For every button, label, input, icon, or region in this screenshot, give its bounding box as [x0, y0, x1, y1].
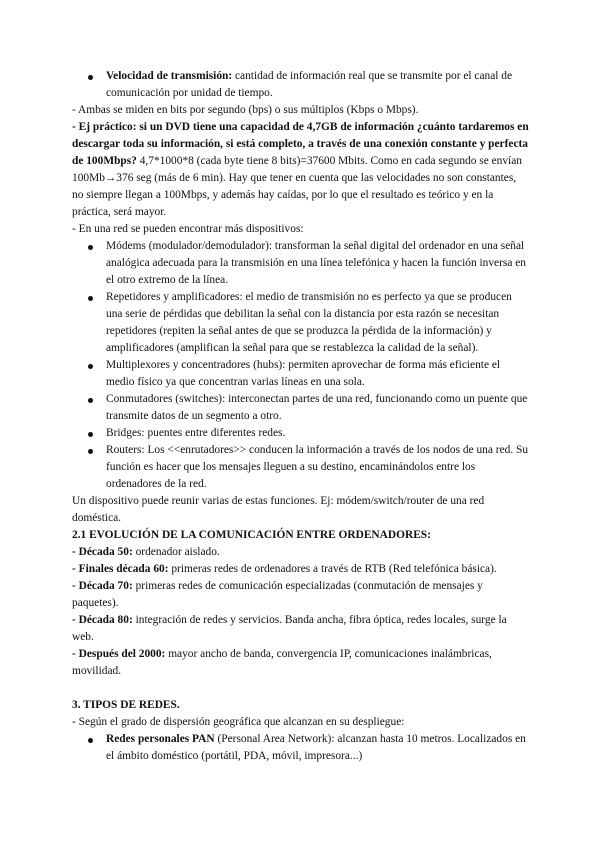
bullet-icon	[88, 245, 93, 250]
list-item	[72, 289, 530, 357]
device-text: Multiplexores y concentradores (hubs): permiten aprovechar de forma más eficiente el medio físico ya que concentran varias líneas en una sola.	[106, 359, 501, 388]
bullet-icon	[88, 449, 93, 454]
device-text: Módems (modulador/demodulador): transforman la señal digital del ordenador en una señal analógica adecuada para la transmisión en una línea telefónica y hacen la función inversa en el otro extremo de la línea.	[106, 240, 526, 286]
device-text: Bridges: puentes entre diferentes redes.	[106, 427, 286, 439]
term: Velocidad de transmisión:	[106, 70, 233, 82]
section-heading-3: 3. TIPOS DE REDES.	[72, 699, 180, 711]
paragraph-scope: - Según el grado de dispersión geográfica que alcanzan en su despliegue:	[72, 716, 405, 728]
network-types-list	[72, 731, 530, 765]
bullet-icon	[88, 364, 93, 369]
timeline-text: ordenador aislado.	[132, 546, 220, 558]
timeline-period: - Después del 2000:	[72, 648, 166, 660]
paragraph-devices: - En una red se pueden encontrar más dispositivos:	[72, 223, 304, 235]
device-text: Repetidores y amplificadores: el medio de transmisión no es perfecto ya que se producen una serie de pérdidas que debilitan la señal con la distancia por esta razón se necesitan repetidores (repiten la señal antes de que se produzca la pérdida de la información) y amplificadores (amplifican la señal para que se restablezca la calidad de la señal).	[106, 291, 512, 354]
devices-list	[72, 238, 530, 493]
list-item	[72, 442, 530, 493]
timeline-period: - Finales década 60:	[72, 563, 169, 575]
list-item	[72, 68, 530, 102]
practice-answer: 4,7*1000*8 (cada byte tiene 8 bits)=37600 Mbits. Como en cada segundo se envían 100Mb→376 seg (más de 6 min). Hay que tener en cuenta que las velocidades no son constantes, no siempre llegan a 100Mbps, y además hay caídas, por lo que el resultado es teórico y en la práctica, será mayor.	[72, 155, 522, 218]
document-page	[72, 68, 530, 765]
bullet-icon	[88, 296, 93, 301]
list-item	[72, 238, 530, 289]
paragraph-units: - Ambas se miden en bits por segundo (bps) o sus múltiplos (Kbps o Mbps).	[72, 104, 419, 116]
list-item	[72, 391, 530, 425]
timeline-item	[72, 578, 530, 612]
device-text: Routers: Los <<enrutadores>> conducen la información a través de los nodos de una red. Su función es hacer que los mensajes lleguen a su destino, encaminándolos entre los ordenadores de la red.	[106, 444, 529, 490]
list-item	[72, 731, 530, 765]
bullet-icon	[88, 75, 93, 80]
timeline-text: mayor ancho de banda, convergencia IP, comunicaciones inalámbricas, movilidad.	[72, 648, 492, 677]
timeline-period: - Década 70:	[72, 580, 133, 592]
list-item	[72, 357, 530, 391]
timeline-period: - Década 50:	[72, 546, 133, 558]
list-item	[72, 425, 530, 442]
definition: cantidad de información real que se transmite por el canal de comunicación por unidad de tiempo.	[106, 70, 513, 99]
transmission-list	[72, 68, 530, 102]
bullet-icon	[88, 432, 93, 437]
practice-question: - Ej práctico: si un DVD tiene una capacidad de 4,7GB de información ¿cuánto tardaremos en descargar toda su información, si está completo, a través de una conexión constante y perfecta de 100Mbps?	[72, 121, 529, 167]
bullet-icon	[88, 398, 93, 403]
timeline-item	[72, 561, 530, 578]
definition: (Personal Area Network): alcanzan hasta 10 metros. Localizados en el ámbito doméstico (portátil, PDA, móvil, impresora...)	[106, 733, 526, 762]
timeline-item	[72, 544, 530, 561]
practice-example	[72, 119, 530, 221]
timeline-item	[72, 646, 530, 680]
bullet-icon	[88, 738, 93, 743]
timeline-item	[72, 612, 530, 646]
timeline-text: primeras redes de ordenadores a través de RTB (Red telefónica básica).	[168, 563, 497, 575]
paragraph-combo: Un dispositivo puede reunir varias de estas funciones. Ej: módem/switch/router de una red doméstica.	[72, 495, 485, 524]
timeline-text: primeras redes de comunicación especializadas (conmutación de mensajes y paquetes).	[72, 580, 483, 609]
timeline-text: integración de redes y servicios. Banda ancha, fibra óptica, redes locales, surge la web.	[72, 614, 507, 643]
spacer	[72, 680, 530, 697]
section-heading-2-1: 2.1 EVOLUCIÓN DE LA COMUNICACIÓN ENTRE ORDENADORES:	[72, 529, 431, 541]
device-text: Conmutadores (switches): interconectan partes de una red, funcionando como un puente que transmite datos de un segmento a otro.	[106, 393, 528, 422]
term: Redes personales PAN	[106, 733, 215, 745]
timeline-period: - Década 80:	[72, 614, 133, 626]
